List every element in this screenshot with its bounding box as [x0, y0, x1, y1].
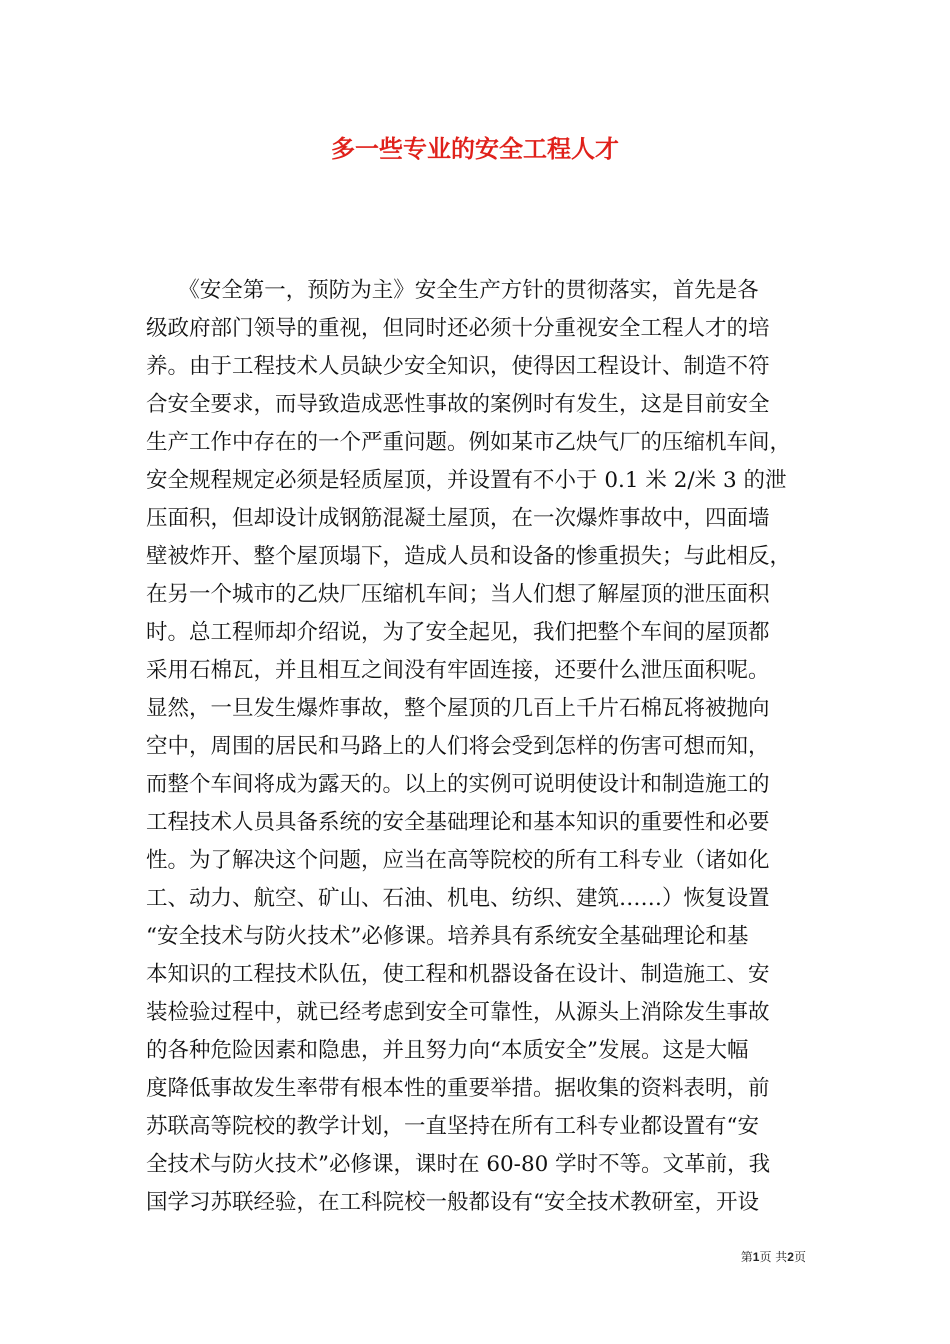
document-body [146, 272, 810, 1222]
current-page-number: 1 [752, 1250, 760, 1264]
body-line: 性。为了解决这个问题，应当在高等院校的所有工科专业（诸如化 [146, 848, 770, 873]
body-line: 《安全第一，预防为主》安全生产方针的贯彻落实，首先是各 [146, 278, 759, 303]
footer-suffix: 页 [793, 1250, 806, 1264]
body-line: 的各种危险因素和隐患，并且努力向“本质安全”发展。这是大幅 [146, 1038, 749, 1063]
body-line: “安全技术与防火技术”必修课。培养具有系统安全基础理论和基 [146, 924, 749, 949]
footer-prefix: 第 [740, 1250, 753, 1264]
document-title: 多一些专业的安全工程人才 [331, 134, 619, 163]
body-line: 壁被炸开、整个屋顶塌下，造成人员和设备的惨重损失；与此相反， [146, 544, 792, 569]
body-line: 工、动力、航空、矿山、石油、机电、纺织、建筑……）恢复设置 [146, 886, 770, 911]
body-line: 合安全要求，而导致造成恶性事故的案例时有发生，这是目前安全 [146, 392, 770, 417]
body-line: 显然，一旦发生爆炸事故，整个屋顶的几百上千片石棉瓦将被抛向 [146, 696, 770, 721]
body-line: 而整个车间将成为露天的。以上的实例可说明使设计和制造施工的 [146, 772, 770, 797]
page-footer [741, 1249, 806, 1265]
body-line: 度降低事故发生率带有根本性的重要举措。据收集的资料表明，前 [146, 1076, 770, 1101]
body-line: 装检验过程中，就已经考虑到安全可靠性，从源头上消除发生事故 [146, 1000, 770, 1025]
body-line: 工程技术人员具备系统的安全基础理论和基本知识的重要性和必要 [146, 810, 770, 835]
body-line: 压面积，但却设计成钢筋混凝土屋顶，在一次爆炸事故中，四面墙 [146, 506, 770, 531]
body-line: 生产工作中存在的一个严重问题。例如某市乙炔气厂的压缩机车间， [146, 430, 792, 455]
body-line: 全技术与防火技术”必修课，课时在 60-80 学时不等。文革前，我 [146, 1152, 771, 1177]
body-line: 本知识的工程技术队伍，使工程和机器设备在设计、制造施工、安 [146, 962, 770, 987]
footer-middle: 页 共 [759, 1250, 788, 1264]
body-line: 级政府部门领导的重视，但同时还必须十分重视安全工程人才的培 [146, 316, 770, 341]
body-line: 养。由于工程技术人员缺少安全知识，使得因工程设计、制造不符 [146, 354, 770, 379]
body-line: 在另一个城市的乙炔厂压缩机车间；当人们想了解屋顶的泄压面积 [146, 582, 770, 607]
body-line: 安全规程规定必须是轻质屋顶，并设置有不小于 0.1 米 2/米 3 的泄 [146, 468, 787, 493]
body-line: 国学习苏联经验，在工科院校一般都设有“安全技术教研室，开设 [146, 1190, 759, 1215]
body-line: 时。总工程师却介绍说，为了安全起见，我们把整个车间的屋顶都 [146, 620, 770, 645]
body-line: 苏联高等院校的教学计划，一直坚持在所有工科专业都设置有“安 [146, 1114, 759, 1139]
body-line: 采用石棉瓦，并且相互之间没有牢固连接，还要什么泄压面积呢。 [146, 658, 770, 683]
total-page-count: 2 [787, 1250, 794, 1264]
body-line: 空中，周围的居民和马路上的人们将会受到怎样的伤害可想而知， [146, 734, 770, 759]
